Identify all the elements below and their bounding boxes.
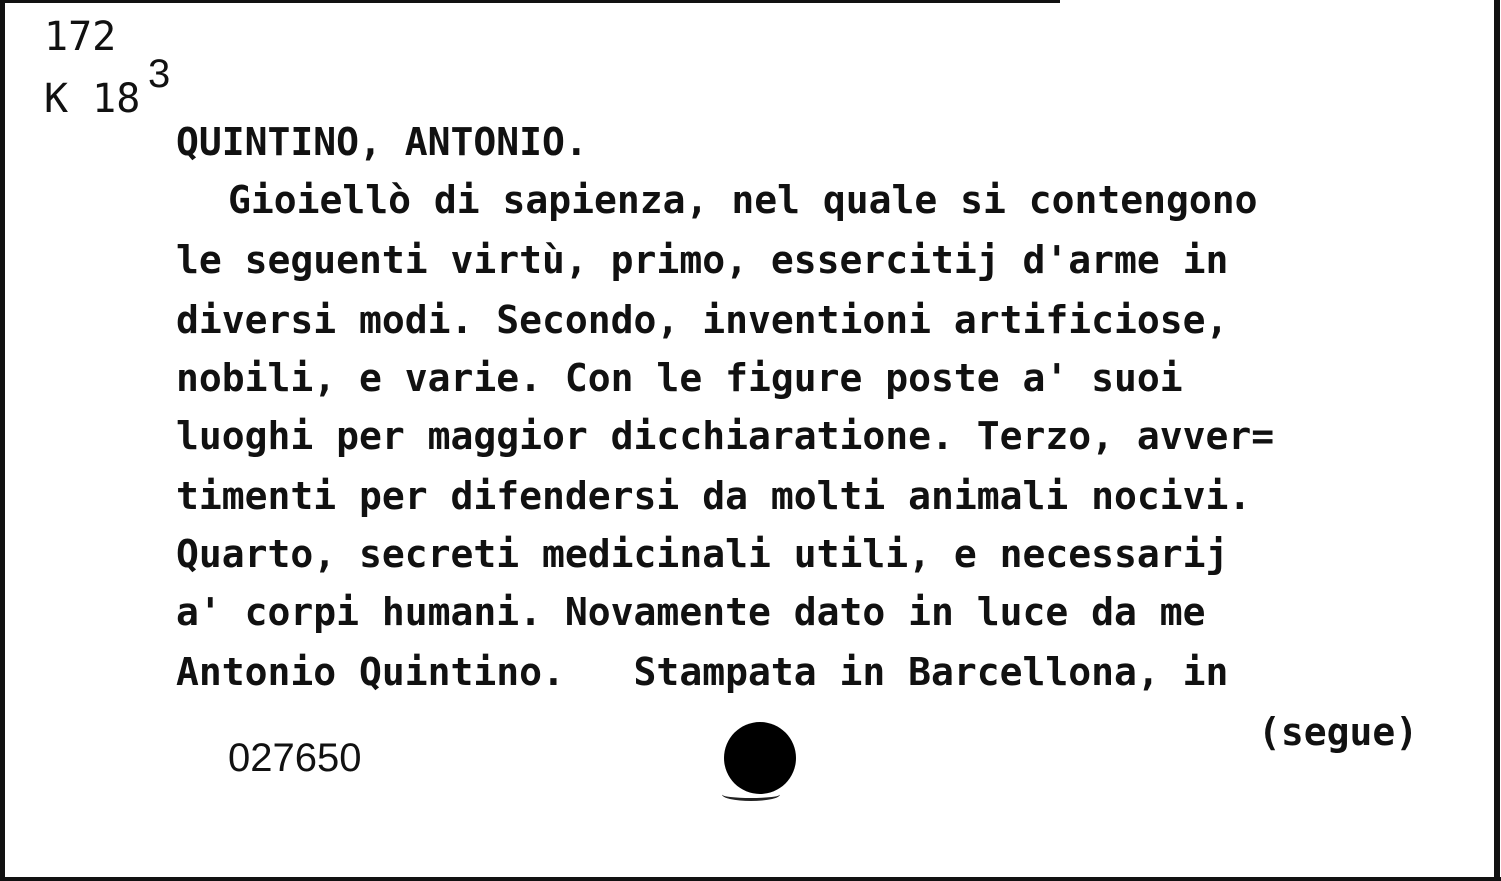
accession-number: 027650	[228, 736, 362, 780]
continued-note: (segue)	[1258, 710, 1419, 754]
call-number-line2: K 18	[44, 76, 141, 122]
title-line: timenti per difendersi da molti animali nocivi.	[176, 474, 1252, 518]
punch-hole-shadow	[722, 788, 780, 801]
card-border-left	[0, 0, 5, 881]
punch-hole	[724, 722, 796, 794]
title-line: luoghi per maggior dicchiaratione. Terzo, avver=	[176, 414, 1275, 458]
title-line: diversi modi. Secondo, inventioni artificiose,	[176, 298, 1229, 342]
title-line: le seguenti virtù, primo, essercitij d'arme in	[176, 238, 1229, 282]
title-line: Quarto, secreti medicinali utili, e necessarij	[176, 532, 1229, 576]
title-line: nobili, e varie. Con le figure poste a' suoi	[176, 356, 1183, 400]
call-number-line1: 172	[44, 14, 117, 60]
call-number-superscript: 3	[148, 52, 171, 96]
title-line: Antonio Quintino. Stampata in Barcellona, in	[176, 650, 1229, 694]
card-border-top	[0, 0, 1060, 3]
card-border-bottom	[0, 877, 1501, 881]
title-line: a' corpi humani. Novamente dato in luce da me	[176, 590, 1206, 634]
title-line: Gioiellò di sapienza, nel quale si contengono	[228, 178, 1258, 222]
card-border-right	[1494, 0, 1500, 881]
author-heading: QUINTINO, ANTONIO.	[176, 120, 588, 164]
